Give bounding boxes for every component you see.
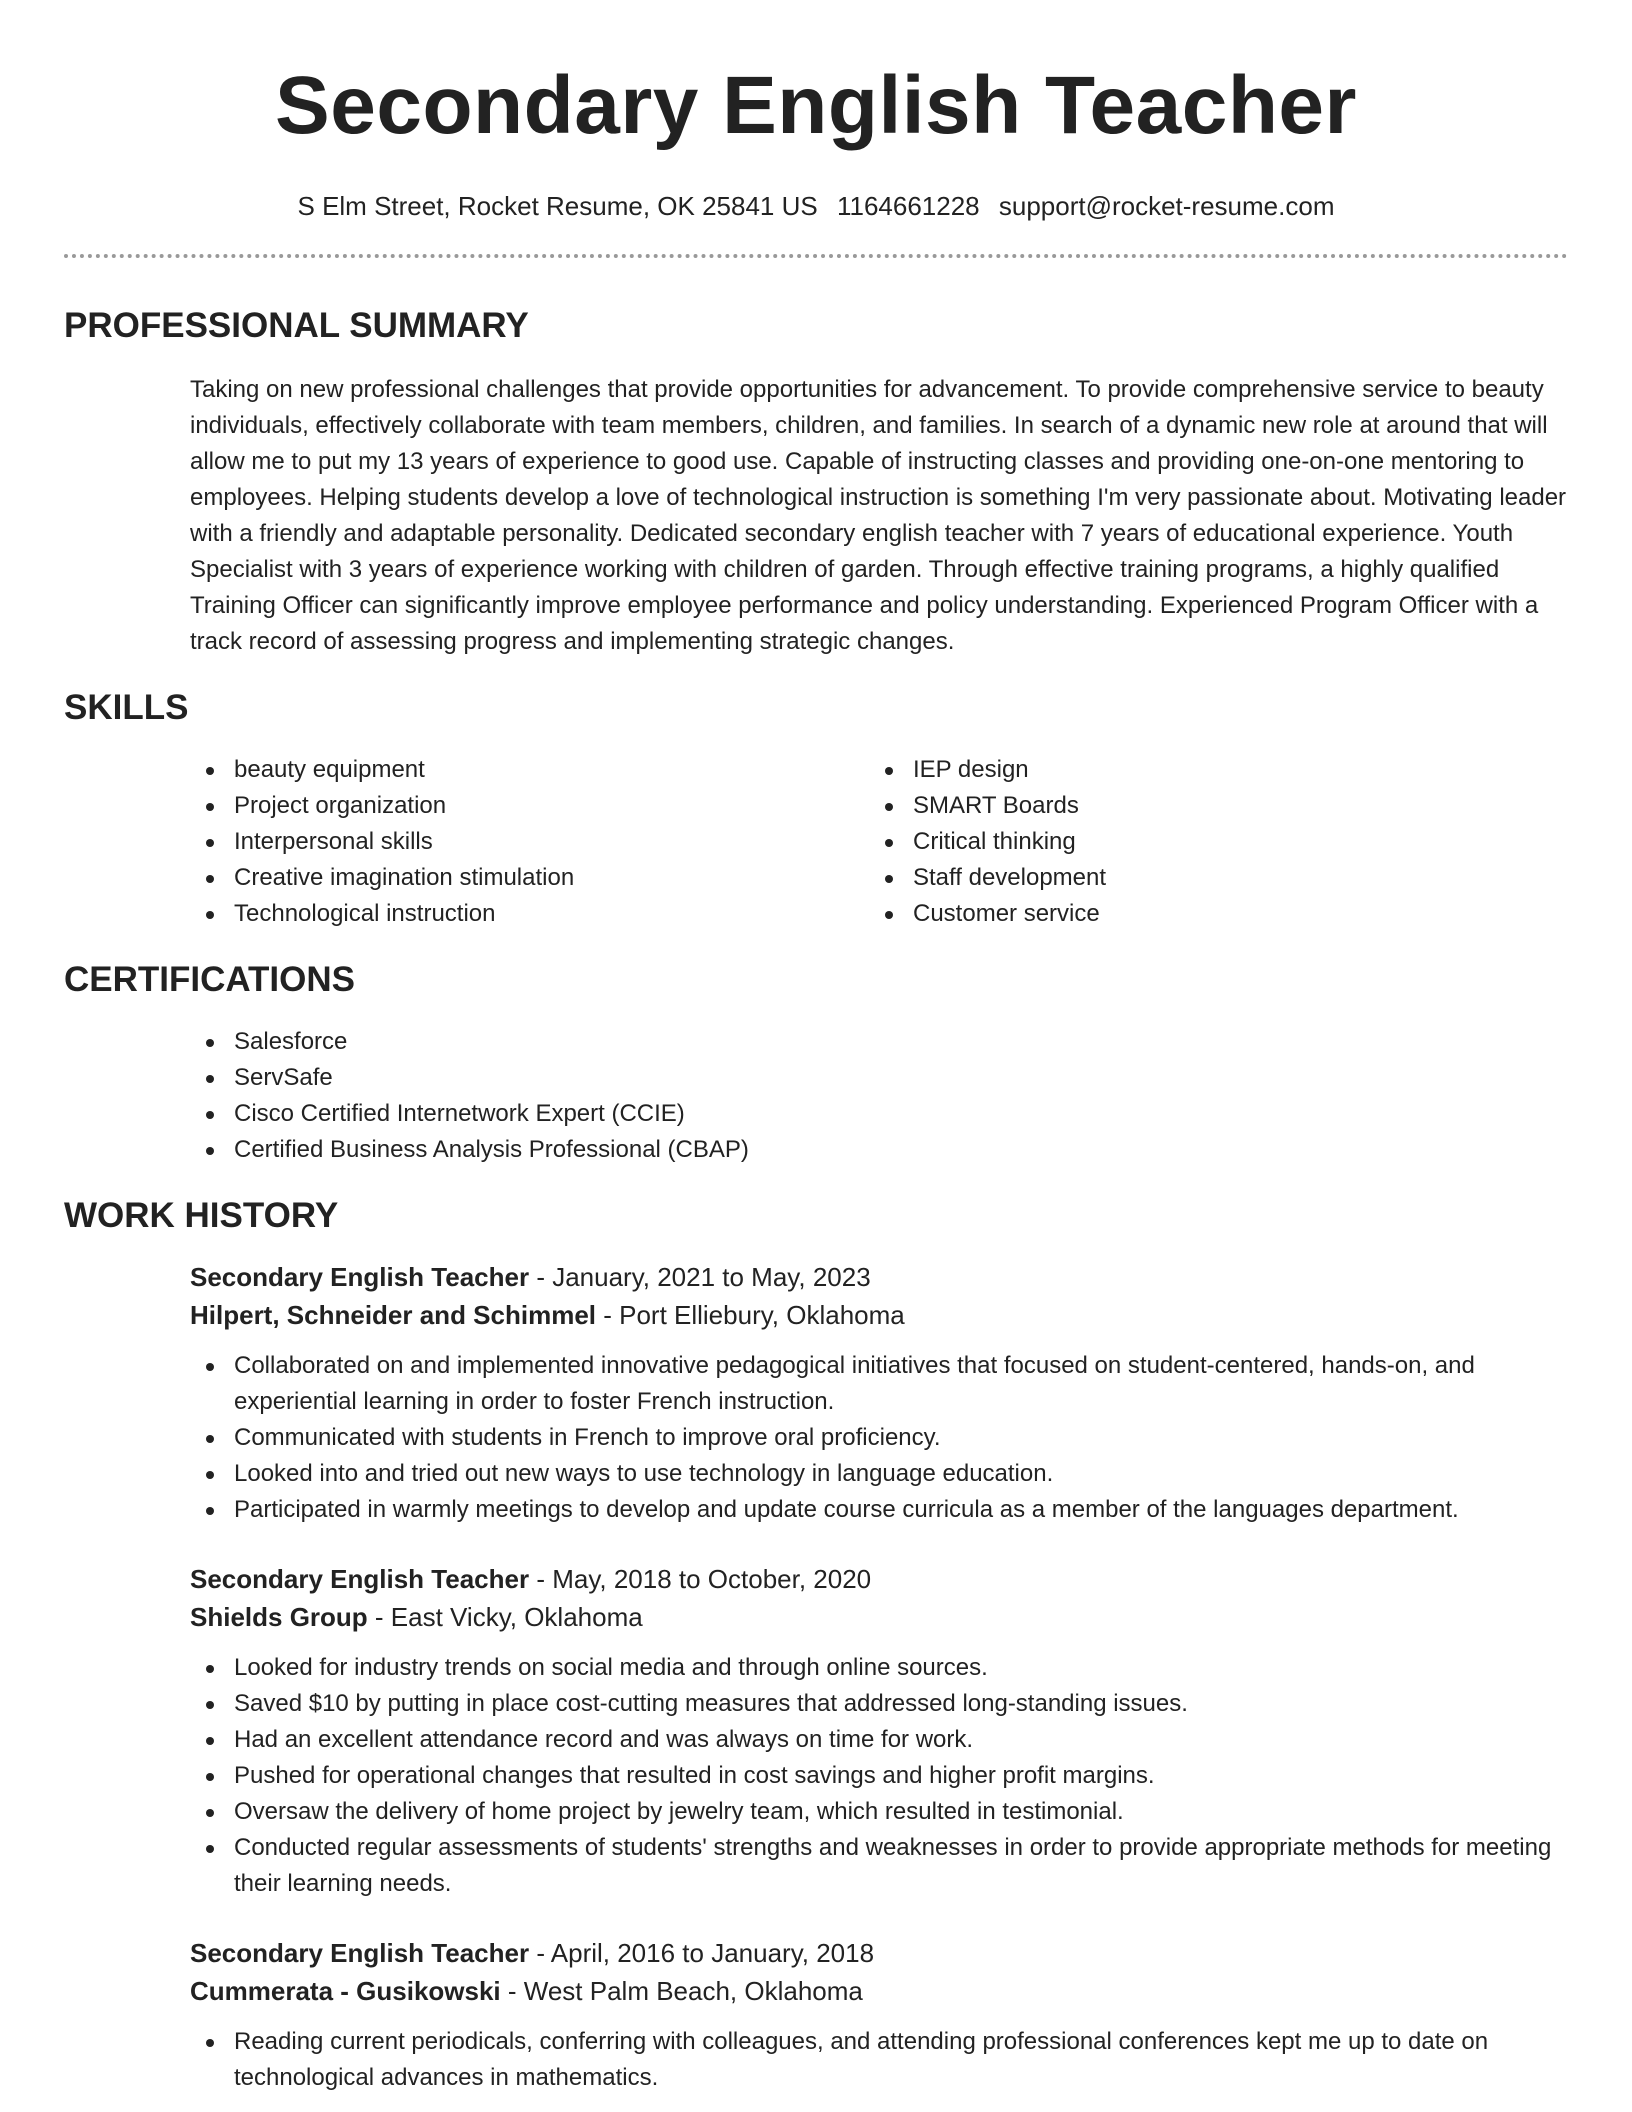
skill-item: IEP design <box>869 752 1548 788</box>
job-location: - East Vicky, Oklahoma <box>367 1602 643 1632</box>
certification-item: Certified Business Analysis Professional (CBAP) <box>190 1132 1568 1168</box>
skill-item: Creative imagination stimulation <box>190 860 869 896</box>
job-role: Secondary English Teacher <box>190 1938 530 1968</box>
job-location: - Port Elliebury, Oklahoma <box>596 1300 905 1330</box>
job-location: - West Palm Beach, Oklahoma <box>500 1976 863 2006</box>
job-dates: - April, 2016 to January, 2018 <box>529 1938 875 1968</box>
job-bullets <box>190 1650 1568 1902</box>
contact-line <box>64 190 1568 222</box>
summary-heading: PROFESSIONAL SUMMARY <box>64 306 529 345</box>
job-company: Shields Group <box>190 1602 368 1632</box>
header-divider <box>64 254 1568 258</box>
skill-item: Staff development <box>869 860 1548 896</box>
skills-heading: SKILLS <box>64 688 189 727</box>
certifications-list <box>64 1024 1568 1168</box>
job-company: Cummerata - Gusikowski <box>190 1976 501 2006</box>
contact-email: support@rocket-resume.com <box>998 191 1335 221</box>
job-title-line <box>190 1258 1568 1296</box>
skills-grid <box>64 752 1568 932</box>
job-bullet: Conducted regular assessments of students' strengths and weaknesses in order to provide appropriate methods for meeting their learning needs. <box>190 1830 1568 1902</box>
certification-item: Salesforce <box>190 1024 1568 1060</box>
resume-name: Secondary English Teacher <box>275 60 1357 151</box>
summary-section <box>64 304 1568 660</box>
job-title-line <box>190 1934 1568 1972</box>
certification-item: Cisco Certified Internetwork Expert (CCIE) <box>190 1096 1568 1132</box>
work-history-heading: WORK HISTORY <box>64 1196 339 1235</box>
job-company-line <box>190 1296 1568 1334</box>
resume-header <box>64 0 1568 258</box>
contact-phone: 1164661228 <box>836 191 980 221</box>
job-dates: - May, 2018 to October, 2020 <box>529 1564 872 1594</box>
job-bullet: Communicated with students in French to improve oral proficiency. <box>190 1420 1568 1456</box>
job-bullet: Pushed for operational changes that resulted in cost savings and higher profit margins. <box>190 1758 1568 1794</box>
job-entry <box>64 1934 1568 2096</box>
job-bullet: Oversaw the delivery of home project by jewelry team, which resulted in testimonial. <box>190 1794 1568 1830</box>
certifications-heading: CERTIFICATIONS <box>64 960 356 999</box>
job-company-line <box>190 1598 1568 1636</box>
skill-item: Critical thinking <box>869 824 1548 860</box>
certifications-section <box>64 958 1568 1168</box>
skill-item: Project organization <box>190 788 869 824</box>
work-history-section <box>64 1194 1568 2096</box>
job-role: Secondary English Teacher <box>190 1262 530 1292</box>
job-bullet: Collaborated on and implemented innovative pedagogical initiatives that focused on student-centered, hands-on, and experiential learning in order to foster French instruction. <box>190 1348 1568 1420</box>
job-role: Secondary English Teacher <box>190 1564 530 1594</box>
skills-section <box>64 686 1568 932</box>
job-entry <box>64 1258 1568 1528</box>
job-bullets <box>190 1348 1568 1528</box>
job-bullet: Saved $10 by putting in place cost-cutting measures that addressed long-standing issues. <box>190 1686 1568 1722</box>
skills-column-right <box>869 752 1548 932</box>
job-bullet: Had an excellent attendance record and was always on time for work. <box>190 1722 1568 1758</box>
job-company: Hilpert, Schneider and Schimmel <box>190 1300 596 1330</box>
job-dates: - January, 2021 to May, 2023 <box>529 1262 871 1292</box>
job-bullet: Reading current periodicals, conferring with colleagues, and attending professional conferences kept me up to date on technological advances in mathematics. <box>190 2024 1568 2096</box>
contact-address: S Elm Street, Rocket Resume, OK 25841 US <box>297 191 818 221</box>
job-entry <box>64 1560 1568 1902</box>
skill-item: Interpersonal skills <box>190 824 869 860</box>
job-bullet: Looked for industry trends on social media and through online sources. <box>190 1650 1568 1686</box>
job-company-line <box>190 1972 1568 2010</box>
job-bullets <box>190 2024 1568 2096</box>
summary-text: Taking on new professional challenges that provide opportunities for advancement. To provide comprehensive service to beauty individuals, effectively collaborate with team members, children, and families. In search of a dynamic new role at around that will allow me to put my 13 years of experience to good use. Capable of instructing classes and providing one-on-one mentoring to employees. Helping students develop a love of technological instruction is something I'm very passionate about. Motivating leader with a friendly and adaptable personality. Dedicated secondary english teacher with 7 years of educational experience. Youth Specialist with 3 years of experience working with children of garden. Through effective training programs, a highly qualified Training Officer can significantly improve employee performance and policy understanding. Experienced Program Officer with a track record of assessing progress and implementing strategic changes. <box>190 376 1567 655</box>
skill-item: Customer service <box>869 896 1548 932</box>
job-bullet: Looked into and tried out new ways to use technology in language education. <box>190 1456 1568 1492</box>
skill-item: Technological instruction <box>190 896 869 932</box>
skill-item: SMART Boards <box>869 788 1548 824</box>
job-bullet: Participated in warmly meetings to develop and update course curricula as a member of the languages department. <box>190 1492 1568 1528</box>
job-title-line <box>190 1560 1568 1598</box>
skill-item: beauty equipment <box>190 752 869 788</box>
certification-item: ServSafe <box>190 1060 1568 1096</box>
skills-column-left <box>190 752 869 932</box>
